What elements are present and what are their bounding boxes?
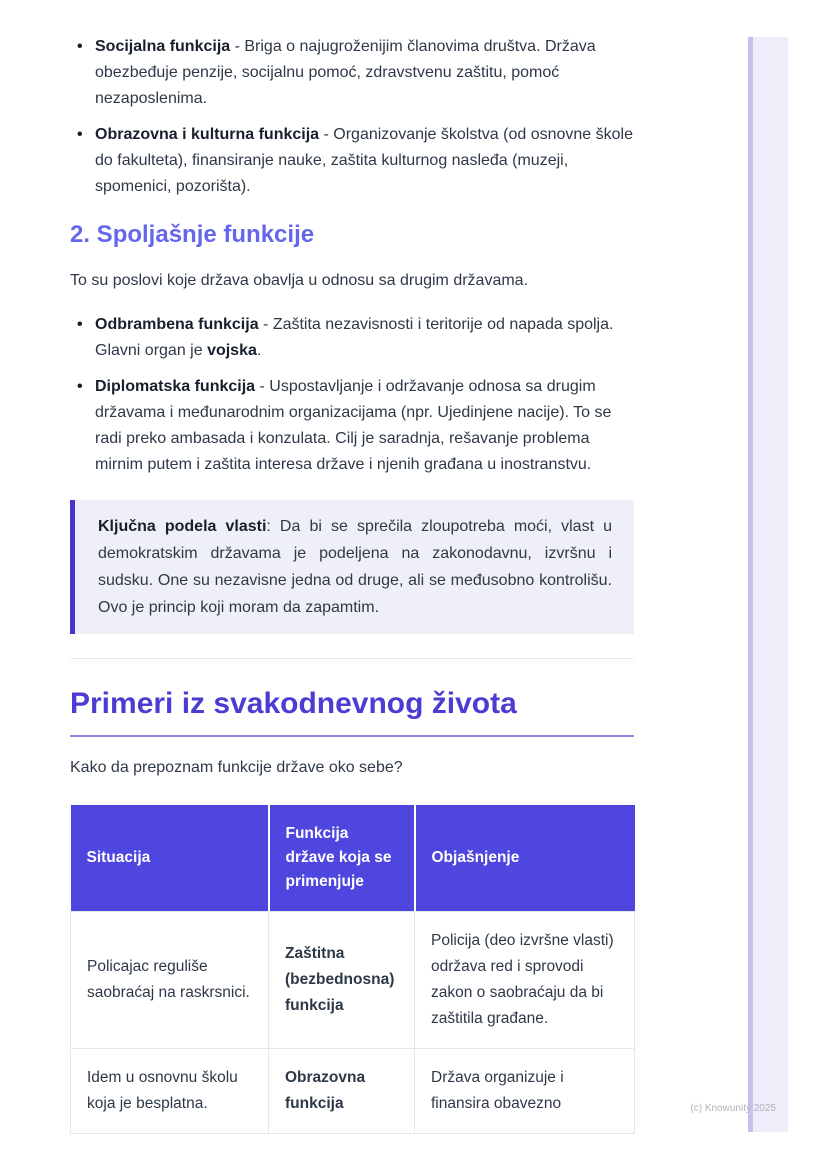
bullet-text: - Organizovanje školstva (od osnovne škole do fakulteta), finansiranje nauke, zaštita kulturnog nasleđa (muzeji, spomenici, pozorišta). xyxy=(95,126,633,195)
cell-explanation: Policija (deo izvršne vlasti) održava red i sprovodi zakon o saobraćaju da bi zaštitila građane. xyxy=(415,911,635,1048)
bullet-text: - Zaštita nezavisnosti i teritorije od napada spolja. Glavni organ je xyxy=(95,316,614,359)
bullet-text: - Briga o najugroženijim članovima društva. Država obezbeđuje penzije, socijalnu pomoć, zdravstvenu zaštitu, pomoć nezaposlenima. xyxy=(95,38,596,107)
callout-title: Ključna podela vlasti xyxy=(98,518,267,535)
intro-bullet-list xyxy=(70,34,634,200)
table-row xyxy=(71,911,635,1048)
cell-situation: Policajac reguliše saobraćaj na raskrsnici. xyxy=(71,911,269,1048)
bullet-text: - Uspostavljanje i održavanje odnosa sa drugim državama i međunarodnim organizacijama (npr. Ujedinjene nacije). To se radi preko ambasada i konzulata. Cilj je saradnja, rešavanje problema mirnim putem i zaštita interesa države i njenih građana u inostranstvu. xyxy=(95,378,612,473)
key-note-callout xyxy=(70,500,634,634)
bullet-term: Obrazovna i kulturna funkcija xyxy=(95,126,320,143)
table-header xyxy=(71,805,635,911)
cell-situation: Idem u osnovnu školu koja je besplatna. xyxy=(71,1048,269,1133)
section-intro-paragraph: To su poslovi koje država obavlja u odnosu sa drugim državama. xyxy=(70,272,529,289)
scrollbar-track[interactable] xyxy=(748,37,788,1132)
bullet-suffix: . xyxy=(256,342,262,359)
cell-function: Zaštitna (bezbednosna) funkcija xyxy=(269,911,415,1048)
examples-intro-paragraph: Kako da prepoznam funkcije države oko sebe? xyxy=(70,759,403,776)
cell-function: Obrazovna funkcija xyxy=(269,1048,415,1133)
list-item xyxy=(70,374,634,478)
column-header-objasnjenje: Objašnjenje xyxy=(415,805,635,911)
section-divider xyxy=(70,658,634,659)
bullet-term: Socijalna funkcija xyxy=(95,38,231,55)
examples-table xyxy=(70,805,635,1134)
page-title-primeri: Primeri iz svakodnevnog života xyxy=(70,685,634,737)
column-header-funkcija: Funkcija države koja se primenjuje xyxy=(269,805,415,911)
list-item xyxy=(70,312,634,364)
column-header-situacija: Situacija xyxy=(71,805,269,911)
callout-text: : Da bi se sprečila zloupotreba moći, vlast u demokratskim državama je podeljena na zakonodavnu, izvršnu i sudsku. One su nezavisne jedna od druge, ali se međusobno kontrolišu. Ovo je princip koji moram da zapamtim. xyxy=(98,518,612,616)
bullet-term: Odbrambena funkcija xyxy=(95,316,259,333)
section-heading-spoljasnje-funkcije: 2. Spoljašnje funkcije xyxy=(70,221,315,248)
scrollbar-thumb[interactable] xyxy=(748,37,753,1132)
copyright-watermark: (c) Knowunity 2025 xyxy=(690,1103,776,1114)
cell-explanation: Država organizuje i finansira obavezno xyxy=(415,1048,635,1133)
bullet-term: Diplomatska funkcija xyxy=(95,378,256,395)
bullet-bold-word: vojska xyxy=(207,342,257,359)
section2-bullet-list xyxy=(70,312,634,478)
list-item xyxy=(70,34,634,112)
table-row xyxy=(71,1048,635,1133)
document-content xyxy=(70,0,634,1134)
list-item xyxy=(70,122,634,200)
